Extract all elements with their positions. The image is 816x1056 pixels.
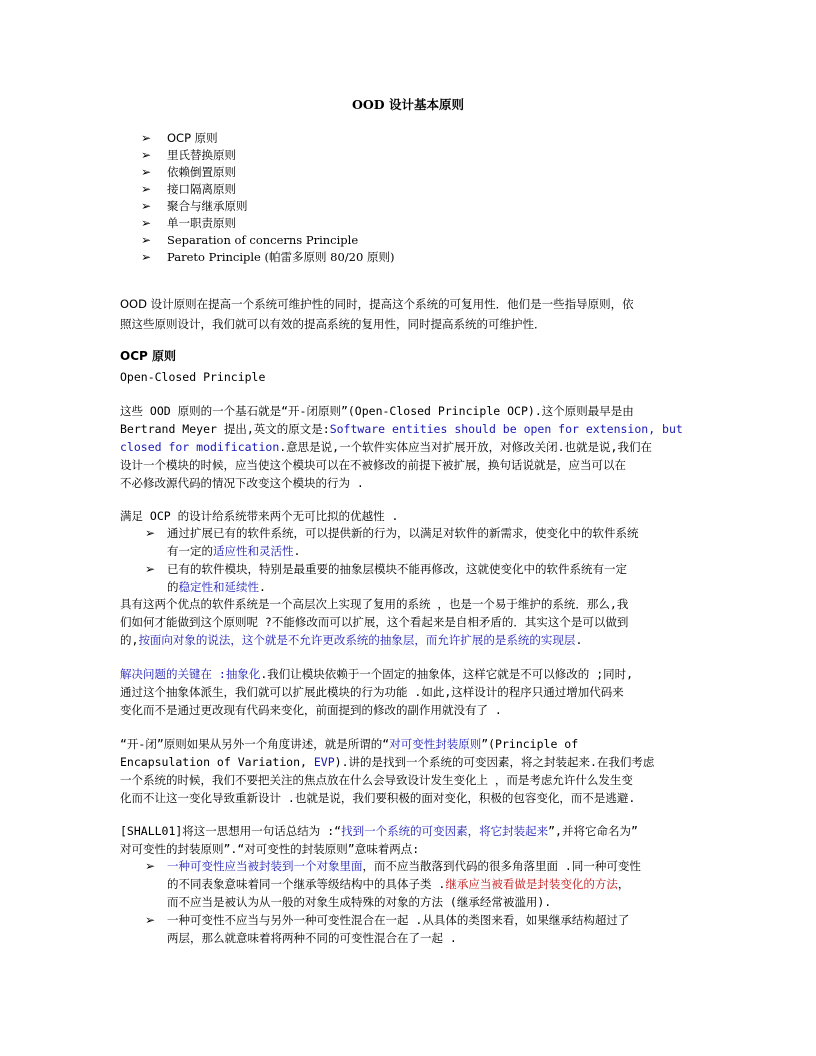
bullet-line: 已有的软件模块，特别是最重要的抽象层模块不能再修改，这就使变化中的软件系统有一定 — [167, 562, 627, 576]
list-item: OCP 原则 — [167, 131, 218, 145]
bullet-arrow-icon: ➢ — [141, 182, 152, 196]
bullet-arrow-icon: ➢ — [145, 562, 156, 576]
paragraph-line — [120, 631, 582, 649]
highlighted-text: EVP — [313, 755, 335, 769]
text-span: . — [259, 580, 266, 594]
paragraph-line: 通过这个抽象体派生，我们就可以扩展此模块的行为功能 .如此,这样设计的程序只通过增加代码来 — [120, 685, 624, 699]
bullet-line — [167, 578, 266, 596]
text-span: 的, — [120, 633, 139, 647]
paragraph-line: 们如何才能做到这个原则呢 ?不能修改而可以扩展，这个看起来是自相矛盾的．其实这个是可以做到 — [120, 615, 629, 629]
paragraph-line: 对可变性的封装原则”.“对可变性的封装原则”意味着两点: — [120, 842, 420, 856]
text-span: 的 — [167, 580, 179, 594]
highlighted-text: 一种可变性应当被封装到一个对象里面 — [167, 859, 363, 873]
list-item: 依赖倒置原则 — [167, 165, 236, 179]
highlighted-text: closed for modification — [120, 440, 280, 454]
highlighted-text: 解决问题的关键在 :抽象化 — [120, 667, 261, 681]
list-item: Pareto Principle (帕雷多原则 80/20 原则) — [167, 250, 395, 264]
text-span: ).讲的是找到一个系统的可变因素，将之封装起来.在我们考虑 — [334, 755, 655, 769]
paragraph-line: 满足 OCP 的设计给系统带来两个无可比拟的优越性 . — [120, 509, 399, 523]
list-item: 接口隔离原则 — [167, 182, 236, 196]
paragraph-line: 化而不让这一变化导致重新设计 .也就是说，我们要积极的面对变化，积极的包容变化，而不是逃避. — [120, 791, 636, 805]
highlighted-text: Software entities should be open for extension, but — [329, 422, 683, 436]
text-span: . — [293, 544, 301, 558]
bullet-arrow-icon: ➢ — [141, 216, 152, 230]
list-item: 里氏替换原则 — [167, 148, 236, 162]
bullet-line — [167, 542, 300, 560]
paragraph-line — [120, 438, 652, 456]
text-span: “开-闭”原则如果从另外一个角度讲述，就是所谓的“ — [120, 737, 390, 751]
section-subtitle: Open-Closed Principle — [120, 370, 266, 384]
paragraph-line: 一个系统的时候，我们不要把关注的焦点放在什么会导致设计发生变化上 ，而是考虑允许什么发生变 — [120, 773, 633, 787]
paragraph-line: 具有这两个优点的软件系统是一个高层次上实现了复用的系统 ，也是一个易于维护的系统．那么,我 — [120, 597, 629, 611]
bullet-arrow-icon: ➢ — [145, 526, 156, 540]
paragraph-line: 变化而不是通过更改现有代码来变化，前面提到的修改的副作用就没有了 . — [120, 703, 502, 717]
text-span: .我们让模块依赖于一个固定的抽象体，这样它就是不可以修改的 ;同时, — [260, 667, 634, 681]
paragraph-line — [120, 735, 578, 753]
text-span: ”(Principle of — [481, 737, 579, 751]
bullet-line: 一种可变性不应当与另外一种可变性混合在一起 .从具体的类图来看，如果继承结构超过了 — [167, 913, 630, 927]
list-item: 单一职责原则 — [167, 216, 236, 230]
paragraph-line: 这些 OOD 原则的一个基石就是“开-闭原则”(Open-Closed Principle OCP).这个原则最早是由 — [120, 404, 634, 418]
list-item: Separation of concerns Principle — [167, 233, 359, 247]
paragraph-line: 不必修改源代码的情况下改变这个模块的行为 . — [120, 476, 364, 490]
text-span: Encapsulation of Variation, — [120, 755, 314, 769]
text-span: 的不同表象意味着同一个继承等级结构中的具体子类 . — [167, 877, 446, 891]
intro-line: OOD 设计原则在提高一个系统可维护性的同时，提高这个系统的可复用性．他们是一些指导原则，依 — [120, 297, 634, 311]
bullet-line — [167, 857, 641, 875]
paragraph-line — [120, 822, 638, 840]
bullet-arrow-icon: ➢ — [141, 165, 152, 179]
intro-line: 照这些原则设计，我们就可以有效的提高系统的复用性，同时提高系统的可维护性． — [120, 317, 546, 331]
bullet-arrow-icon: ➢ — [141, 131, 152, 145]
bullet-arrow-icon: ➢ — [145, 859, 156, 873]
paragraph-line — [120, 665, 633, 683]
text-span: ”,并将它命名为” — [548, 824, 638, 838]
highlighted-text-red: 继承应当被看做是封装变化的方法 — [445, 877, 618, 891]
document-title: OOD 设计基本原则 — [352, 97, 464, 112]
highlighted-text: 稳定性和延续性 — [178, 580, 259, 594]
highlighted-text: 按面向对象的说法，这个就是不允许更改系统的抽象层，而允许扩展的是系统的实现层 — [138, 633, 576, 647]
text-span: [SHALL01]将这一思想用一句话总结为 :“ — [120, 824, 342, 838]
bullet-line: 而不应当是被认为从一般的对象生成特殊的对象的方法 (继承经常被滥用). — [167, 895, 552, 909]
highlighted-text: 对可变性封装原则 — [389, 737, 482, 751]
text-span: 有一定的 — [167, 544, 213, 558]
text-span: Bertrand Meyer 提出,英文的原文是: — [120, 422, 330, 436]
bullet-line: 两层，那么就意味着将两种不同的可变性混合在了一起 . — [167, 931, 457, 945]
bullet-arrow-icon: ➢ — [145, 913, 156, 927]
bullet-arrow-icon: ➢ — [141, 199, 152, 213]
paragraph-line — [120, 753, 654, 771]
highlighted-text: 找到一个系统的可变因素，将它封装起来 — [341, 824, 549, 838]
text-span: ，而不应当散落到代码的很多角落里面 .同一种可变性 — [362, 859, 641, 873]
highlighted-text: 适应性和灵活性 — [213, 544, 294, 558]
bullet-arrow-icon: ➢ — [141, 233, 152, 247]
bullet-line — [167, 875, 629, 893]
text-span: ， — [617, 877, 630, 891]
paragraph-line: 设计一个模块的时候，应当使这个模块可以在不被修改的前提下被扩展，换句话说就是，应当可以在 — [120, 458, 626, 472]
paragraph-line — [120, 420, 683, 438]
bullet-arrow-icon: ➢ — [141, 148, 152, 162]
text-span: .意思是说,一个软件实体应当对扩展开放，对修改关闭.也就是说,我们在 — [279, 440, 652, 454]
section-heading: OCP 原则 — [120, 349, 176, 363]
bullet-line: 通过扩展已有的软件系统，可以提供新的行为，以满足对软件的新需求，使变化中的软件系统 — [167, 526, 639, 540]
text-span: . — [575, 633, 583, 647]
bullet-arrow-icon: ➢ — [141, 250, 152, 264]
list-item: 聚合与继承原则 — [167, 199, 248, 213]
